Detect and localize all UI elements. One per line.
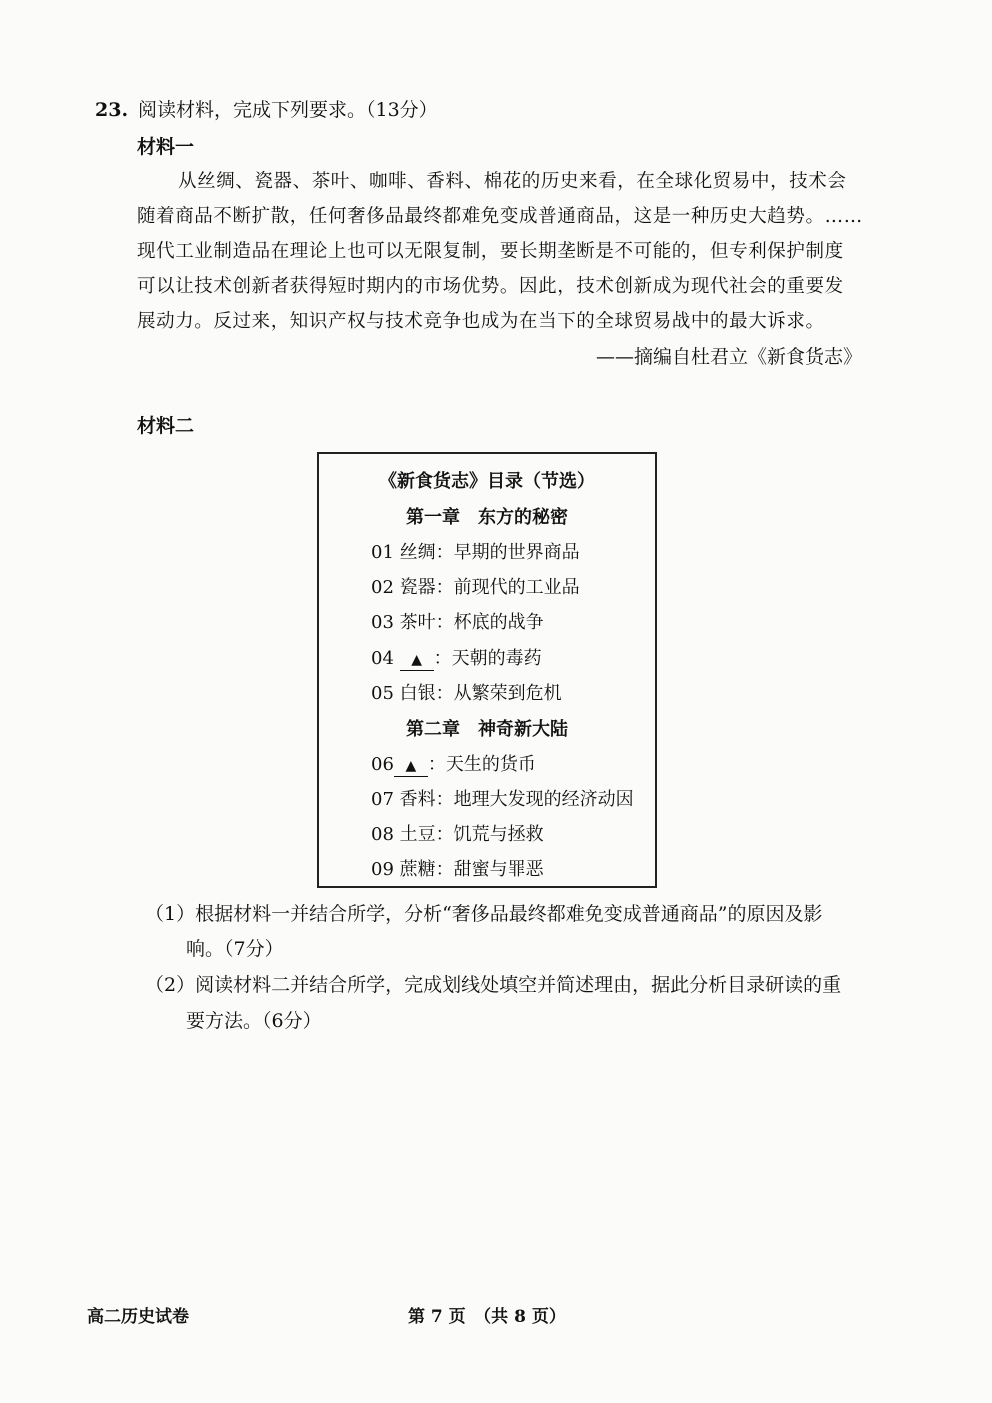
toc-entry-with-blank: [371, 753, 536, 777]
sub-question-2-continued: 要方法。（6分）: [186, 1010, 322, 1032]
table-of-contents-box: [317, 452, 657, 888]
toc-entry: 05 白银：从繁荣到危机: [371, 683, 562, 704]
toc-entry-suffix: ：天生的货币: [427, 754, 536, 775]
toc-chapter-two: 第二章 神奇新大陆: [406, 719, 568, 740]
footer-page-number: 第 7 页 （共 8 页）: [408, 1307, 566, 1327]
toc-entry: 01 丝绸：早期的世界商品: [371, 542, 580, 563]
material-two-title: 材料二: [137, 415, 195, 437]
toc-entry: 03 茶叶：杯底的战争: [371, 612, 544, 633]
toc-entry-with-blank: [371, 647, 542, 671]
sub-question-1-continued: 响。（7分）: [186, 938, 284, 960]
material-one-source: ——摘编自杜君立《新食货志》: [595, 346, 862, 368]
material-one-line: 随着商品不断扩散，任何奢侈品最终都难免变成普通商品，这是一种历史大趋势。……: [137, 206, 863, 227]
fill-in-blank: ▲: [394, 757, 428, 777]
question-heading: 阅读材料，完成下列要求。（13分）: [138, 99, 438, 121]
material-one-title: 材料一: [137, 136, 195, 158]
material-one-line: 现代工业制造品在理论上也可以无限复制，要长期垄断是不可能的，但专利保护制度: [137, 241, 844, 262]
fill-in-blank: ▲: [400, 651, 434, 671]
toc-entry: 08 土豆：饥荒与拯救: [371, 824, 544, 845]
question-number: 23.: [95, 99, 129, 121]
toc-title: 《新食货志》目录（节选）: [379, 471, 595, 492]
footer-exam-name: 高二历史试卷: [87, 1307, 189, 1327]
toc-entry-prefix: 06: [371, 754, 394, 775]
toc-chapter-one: 第一章 东方的秘密: [406, 507, 568, 528]
toc-entry: 09 蔗糖：甜蜜与罪恶: [371, 859, 544, 880]
material-one-line: 展动力。反过来，知识产权与技术竞争也成为在当下的全球贸易战中的最大诉求。: [137, 311, 825, 332]
toc-entry-suffix: ：天朝的毒药: [433, 648, 542, 669]
material-one-line: 从丝绸、瓷器、茶叶、咖啡、香料、棉花的历史来看，在全球化贸易中，技术会: [178, 171, 847, 192]
sub-question-2: （2）阅读材料二并结合所学，完成划线处填空并简述理由，据此分析目录研读的重: [145, 974, 842, 996]
material-one-line: 可以让技术创新者获得短时期内的市场优势。因此，技术创新成为现代社会的重要发: [137, 276, 844, 297]
sub-question-1: （1）根据材料一并结合所学，分析“奢侈品最终都难免变成普通商品”的原因及影: [145, 903, 823, 925]
toc-entry: 02 瓷器：前现代的工业品: [371, 577, 580, 598]
toc-entry-prefix: 04: [371, 648, 400, 669]
toc-entry: 07 香料：地理大发现的经济动因: [371, 789, 634, 810]
